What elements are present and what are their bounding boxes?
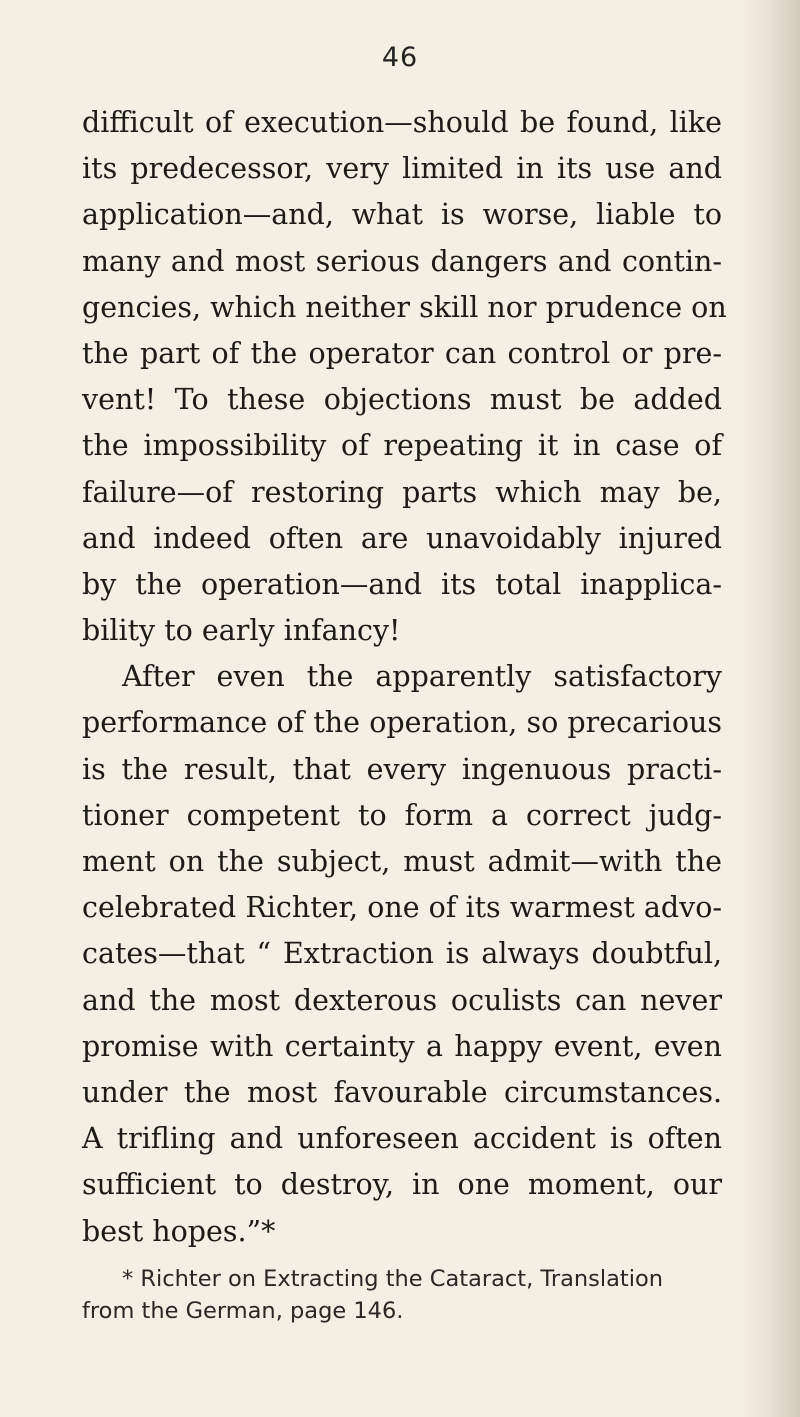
text-line: gencies, which neither skill nor prudence on [82, 290, 727, 324]
text-line: its predecessor, very limited in its use and [82, 152, 722, 186]
footnote-line: from the German, page 146. [82, 1298, 404, 1324]
text-line: sufficient to destroy, in one moment, our [82, 1168, 722, 1202]
text-line: the part of the operator can control or pre- [82, 336, 722, 370]
text-line: vent! To these objections must be added [82, 383, 722, 417]
footnote-line: * Richter on Extracting the Cataract, Translation [122, 1266, 664, 1292]
text-line: best hopes.”* [82, 1214, 276, 1248]
text-line: A trifling and unforeseen accident is often [82, 1122, 722, 1156]
body-text [82, 100, 727, 1255]
footnote [82, 1263, 722, 1327]
text-line: under the most favourable circumstances. [82, 1075, 722, 1109]
text-line: is the result, that every ingenuous practi- [82, 752, 722, 786]
text-line: After even the apparently satisfactory [122, 660, 722, 694]
text-line: celebrated Richter, one of its warmest advo- [82, 891, 722, 925]
text-line: bility to early infancy! [82, 614, 401, 648]
text-line: cates—that “ Extraction is always doubtful, [82, 937, 722, 971]
text-line: promise with certainty a happy event, even [82, 1029, 722, 1063]
text-line: performance of the operation, so precarious [82, 706, 722, 740]
page-number: 46 [381, 42, 419, 73]
text-line: the impossibility of repeating it in case of [82, 429, 722, 463]
text-line: tioner competent to form a correct judg- [82, 798, 722, 832]
text-line: application—and, what is worse, liable to [82, 198, 722, 232]
text-line: failure—of restoring parts which may be, [82, 475, 722, 509]
text-line: difficult of execution—should be found, like [82, 106, 722, 139]
text-line: many and most serious dangers and contin- [82, 244, 722, 278]
text-line: by the operation—and its total inapplica- [82, 567, 722, 601]
text-line: and the most dexterous oculists can never [82, 983, 722, 1017]
text-line: ment on the subject, must admit—with the [82, 845, 722, 878]
text-line: and indeed often are unavoidably injured [82, 521, 722, 555]
